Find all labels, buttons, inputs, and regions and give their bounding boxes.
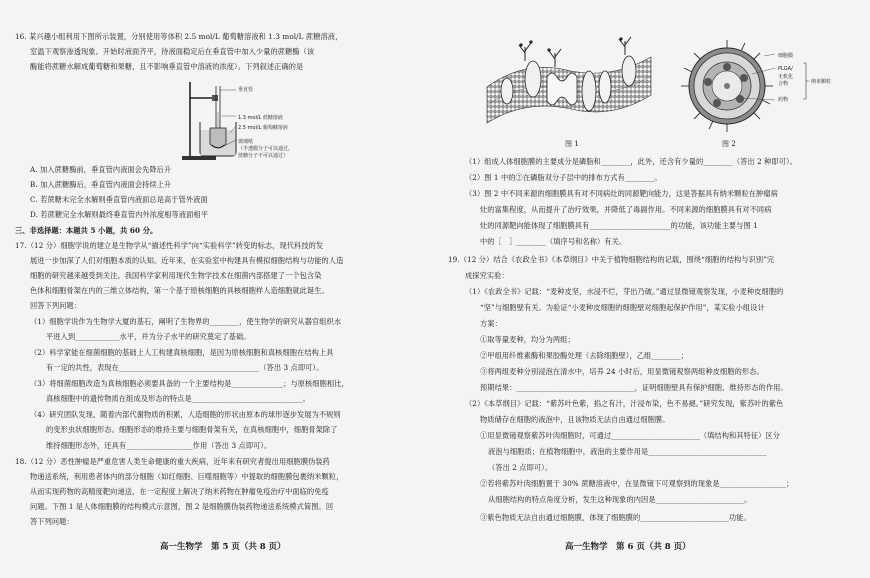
q18-line-3: 从而实现药物的高精度靶向递送，在一定程度上解决了纳米药物在肿瘤免疫治疗中面临的免疫 (30, 487, 329, 496)
q19-line-13: 液泡与细胞质；在植物细胞中，液泡的主要作用是________________________________ (488, 447, 767, 456)
q17-line-4: 色体和细胞骨架在内的三维立体结构，第一个基于原核细胞的具核细胞样人造细胞就此诞生。 (30, 286, 329, 295)
q19-line-8: ③将两组麦种分别浸泡在清水中，培养 24 小时后，用显微镜观察两组种皮细胞的形态。 (480, 367, 764, 376)
q18-part1: （1）组成人体细胞膜的主要成分是磷脂和________，此外，还含有少量的________（答出 2 种即可）。 (465, 157, 797, 166)
q19-line-17: ③紫色物质无法自由通过细胞膜，体现了细胞膜的________________________功能。 (480, 513, 751, 522)
q16-option-b: B. 加入蔗糖酶后，垂直管内液面会持续上升 (30, 180, 172, 189)
q17-line-1: 17.（12 分）细胞学说的建立是生物学从“描述性科学”向“实验科学”转变的标志，现代科技的发 (15, 241, 324, 250)
q18-line-1: 18.（12 分）恶性肿瘤是严重危害人类生命健康的重大疾病，近年来有研究者提出用细胞膜伪装药 (15, 457, 330, 466)
q17-line-13: 的变形虫状细胞形态。细胞形态的维持主要与细胞骨架有关，在真核细胞中，细胞骨架除了 (46, 425, 338, 434)
q17-line-7: 平进入到____________水平，并为分子水平的研究奠定了基础。 (46, 332, 251, 341)
q16-option-c: C. 若蔗糖未完全水解则垂直管内液面总是高于管外液面 (30, 195, 208, 204)
q18-part3-line-2: 灶的富集程度，从而提升了治疗效果，并降低了毒副作用。不同来源的细胞膜具有对不同病 (480, 205, 772, 214)
q19-line-1: 19.（12 分）结合《农政全书》《本草纲目》中关于植物细胞结构的记载，围绕“细胞的结构与识别”完 (448, 255, 775, 264)
q18-part2: （2）图 1 中的②在磷脂双分子层中的排布方式有________。 (465, 173, 662, 182)
q18-line-2: 物递送系统，利用患者体内的部分细胞（如红细胞、巨噬细胞等）中提取的细胞膜包裹纳米颗粒， (30, 472, 344, 481)
fig-label-glucose: 2.5 mol/L 葡萄糖溶液 (238, 125, 288, 131)
q19-line-11: 物质储存在细胞的液泡中，且该物质无法自由通过细胞膜。 (480, 415, 670, 424)
page-footer-5: 高一生物学 第 5 页（共 8 页） (160, 542, 286, 552)
caption-figure-1: 图 1 (565, 140, 579, 148)
q17-line-14: 维持细胞形态外，还具有__________________作用（答出 3 点即可）。 (46, 441, 272, 450)
q17-line-8: （2）科学家能在细菌细胞的基础上人工构建真核细胞，是因为原核细胞和真核细胞在结构上具 (30, 348, 334, 357)
q19-line-3: （1）《农政全书》记载：“麦种皮坚，水浸不烂，芽出乃破。”通过显微镜观察发现，小麦种皮细胞的 (465, 287, 784, 296)
fig2-label-drug: 药物 (778, 97, 789, 103)
fig-label-membrane: 玻璃纸 (238, 139, 254, 145)
nanoparticle-bracket (802, 62, 810, 100)
cell-membrane-figure-1 (485, 35, 655, 135)
exam-page-6 (440, 0, 870, 578)
q19-line-4: “坚”与细胞壁有关。为验证“小麦种皮细胞的细胞壁对细胞起保护作用”，某实验小组设计 (480, 303, 765, 312)
caption-figure-2: 图 2 (722, 140, 736, 148)
q18-line-4: 问题。下图 1 是人体细胞膜的结构模式示意图，图 2 是细胞膜伪装药物递送系统模式简图。回 (30, 502, 334, 511)
q19-line-12: ①用显微镜观察紫苏叶肉细胞时，可通过________________________（填结构和其特征）区分 (480, 431, 780, 440)
q18-line-5: 答下列问题： (30, 517, 74, 526)
q17-line-6: （1）细胞学说作为生物学大厦的基石，阐明了生物界的________，使生物学的研究从器官组织水 (30, 317, 342, 326)
fig2-label-plga: PLGA/ (778, 66, 793, 72)
section-3-heading: 三、非选择题：本题共 5 小题，共 60 分。 (15, 226, 158, 235)
q16-line-3: 酶能将蔗糖水解成葡萄糖和果糖，且不影响垂直管中溶液的浓度）。下列叙述正确的是 (30, 62, 304, 71)
q18-part3-line-4: 中的［ ］________（填序号和名称）有关。 (480, 237, 627, 246)
fig-label-vertical-tube: 垂直管 (238, 87, 254, 93)
q19-line-7: ②甲组用纤维素酶和果胶酶处理（去除细胞壁），乙组________； (480, 351, 689, 360)
q17-line-3: 细胞的研究越来越受到关注。我国科学家利用现代生物学技术在细菌内部搭建了一个包含染 (30, 271, 322, 280)
q17-line-12: （4）研究团队发现，随着内部代谢物质的积累，人造细胞的形状由原本的球形逐步发展为不规则 (30, 410, 341, 419)
q17-line-11: 真核细胞中的遗传物质在组成及形态的特点是______________________________。 (46, 394, 310, 403)
fig-label-membrane-note-2: 蔗糖分子不可以通过） (238, 153, 289, 159)
fig2-label-membrane: 细胞膜 (778, 53, 794, 59)
q19-line-6: ①取等量麦种，均分为两组； (480, 335, 575, 344)
q16-line-1: 16. 某兴趣小组利用下图所示装置，分别使用等体积 2.5 mol/L 葡萄糖溶液和 1.3 mol/L 蔗糖溶液， (15, 32, 343, 41)
fig2-label-inorganic-1: 无机化 (778, 74, 794, 80)
nanoparticle-figure-2 (680, 36, 775, 136)
q18-part3-line-1: （3）图 2 中不同来源的细胞膜具有对不同病灶的同源靶向能力，这是答据具有纳米颗粒在肿瘤病 (465, 189, 778, 198)
fig2-label-nanoparticle: 纳米颗粒 (811, 79, 832, 85)
q16-line-2: 室温下观察渗透现象。开始时液面齐平，待液面稳定后在垂直管中加入少量的蔗糖酶（该 (30, 47, 315, 56)
fig2-label-inorganic-2: 合物 (778, 81, 789, 87)
q16-option-d: D. 若蔗糖完全水解则最终垂直管内外浓度相等液面相平 (30, 210, 208, 219)
q19-line-5: 方案： (480, 319, 502, 328)
page-footer-6: 高一生物学 第 6 页（共 8 页） (565, 542, 691, 552)
fig-label-sucrose: 1.3 mol/L 蔗糖溶液 (238, 115, 283, 121)
q19-line-14: （答出 2 点即可）。 (488, 463, 553, 472)
q19-line-15: ②若将紫苏叶肉细胞置于 30% 蔗糖溶液中，在显微镜下可观察到的现象是__________________； (480, 479, 794, 488)
q17-line-2: 展进一步加深了人们对细胞本质的认知。近年来，在实验室中构建具有模拟细胞结构与功能的人造 (30, 256, 344, 265)
q17-line-9: 有一定的共性，表现在______________________________________（答出 3 点即可）。 (46, 363, 324, 372)
q18-part3-line-3: 灶的同源靶向能体现了细胞膜具有______________________的功能，该功能主要与图 1 (480, 221, 758, 230)
q19-line-9: 预期结果：________________________________，证明细胞壁具有保护细胞、维持形态的作用。 (480, 383, 788, 392)
q17-line-10: （3）将细菌细胞改造为真核细胞必须要具备的一个主要结构是______________；与原核细胞相比， (30, 379, 349, 388)
q17-line-5: 回答下列问题： (30, 301, 82, 310)
q16-option-a: A. 加入蔗糖酶前，垂直管内液面会先降后升 (30, 165, 172, 174)
q19-line-10: （2）《本草纲目》记载：“紫苏叶色紫，掐之有汁，汁浸布染，色不易褪。”研究发现，紫苏叶的紫色 (465, 399, 784, 408)
q19-line-2: 成探究实验： (465, 271, 509, 280)
q19-line-16: 从细胞结构的特点角度分析，发生这种现象的内因是________________________。 (488, 495, 752, 504)
fig-label-membrane-note-1: （半透膜分子可以通过， (238, 146, 294, 152)
